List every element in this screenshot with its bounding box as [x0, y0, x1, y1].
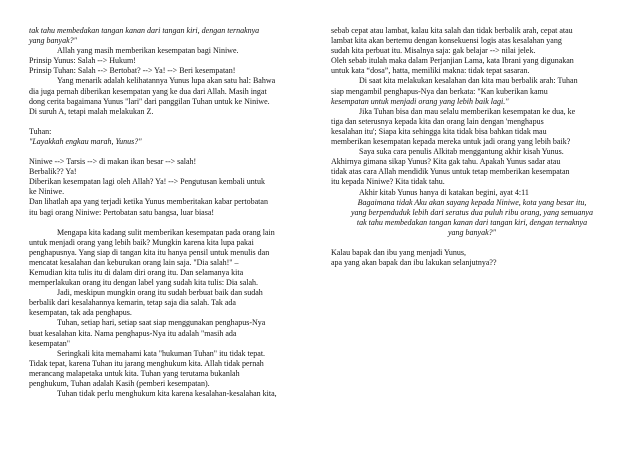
text-line: Tuhan, setiap hari, setiap saat siap menggunakan penghapus-Nya [57, 318, 266, 328]
text-line: ke Niniwe. [29, 187, 65, 197]
text-line: itu bagi orang Niniwe: Pertobatan satu bangsa, luar biasa! [29, 207, 215, 217]
text-line: Oleh sebab itulah maka dalam Perjanjian Lama, kata Ibrani yang digunakan [331, 56, 574, 66]
text-line: berbalik dari kesalahannya kemarin, tetap saja dia salah. Tak ada [29, 298, 236, 308]
quote-line: tak tahu membedakan tangan kanan dari tangan kiri, dengan ternaknya [356, 217, 588, 227]
text-line: "Layakkah engkau marah, Yunus?" [29, 136, 142, 146]
text-line: dong cerita bagaimana Yunus "lari" dari panggilan Tuhan untuk ke Niniwe. [29, 96, 270, 106]
text-line: penghukum, Tuhan adalah Kasih (pemberi kesempatan). [29, 379, 210, 388]
text-line: dia juga pernah diberikan kesempatan yang ke dua dari Allah. Masih ingat [29, 86, 267, 96]
text-line: siap mengambil penghapus-Nya dan berkata: "Kan kuberikan kamu [331, 86, 548, 96]
text-line: Jika Tuhan bisa dan mau selalu memberikan kesempatan ke dua, ke [359, 106, 576, 116]
text-line: Jadi, meskipun mungkin orang itu sudah berbuat baik dan sudah [57, 288, 263, 298]
text-line: tak tahu membedakan tangan kanan dari tangan kiri, dengan ternaknya [29, 26, 260, 35]
text-line: Prinsip Tuhan: Salah --> Bertobat? --> Ya! --> Beri kesempatan! [29, 66, 236, 76]
text-line: sebab cepat atau lambat, kalau kita salah dan tidak berbalik arah, cepat atau [331, 26, 573, 35]
text-line: Mengapa kita kadang sulit memberikan kesempatan pada orang lain [57, 227, 275, 237]
text-line: kesempatan untuk menjadi orang yang lebih baik lagi." [331, 96, 509, 106]
text-line: penghapusnya. Yang siap di tangan kita itu hanya pensil untuk menulis dan [29, 247, 270, 257]
text-line: kesempatan, tak ada penghapus. [29, 308, 132, 318]
quote-line: Bagaimana tidak Aku akan sayang kepada Niniwe, kota yang besar itu, [357, 197, 587, 207]
text-line: lambat kita akan bertemu dengan konsekuensi logis atas kesalahan yang [331, 36, 562, 46]
text-line: Yang menarik adalah kelihatannya Yunus lupa akan satu hal: Bahwa [57, 76, 276, 86]
text-line: Kemudian kita tulis itu di dalam diri orang itu. Dan selamanya kita [29, 267, 244, 277]
text-line: Niniwe --> Tarsis --> di makan ikan besar --> salah! [29, 157, 197, 167]
text-line: Dan lihatlah apa yang terjadi ketika Yunus memberitakan kabar pertobatan [29, 197, 268, 207]
text-line: tiga dan seterusnya kepada kita dan orang lain dengan 'menghapus [331, 116, 544, 126]
text-line: Di suruh A, tetapi malah melakukan Z. [29, 106, 154, 116]
text-line: Saya suka cara penulis Alkitab menggantung akhir kisah Yunus. [359, 147, 564, 157]
right-column [331, 26, 613, 268]
text-line: sudah kita perbuat itu. Misalnya saja: gak belajar --> nilai jelek. [331, 46, 536, 56]
text-line: Akhirnya gimana sikap Yunus? Kita gak tahu. Apakah Yunus sadar atau [331, 157, 561, 167]
text-line: Berbalik?? Ya! [29, 167, 77, 177]
text-line: Tidak tepat, karena Tuhan itu jarang menghukum kita. Allah tidak pernah [29, 358, 264, 368]
text-line: untuk kata “dosa”, hatta, memiliki makna: tidak tepat sasaran. [331, 66, 530, 76]
text-line: memberikan kesempatan kepada mereka untuk jadi orang yang lebih baik? [331, 137, 571, 147]
text-line: merancang malapetaka untuk kita. Tuhan yang terutama bukanlah [29, 368, 240, 378]
text-line: Allah yang masih memberikan kesempatan bagi Niniwe. [57, 46, 239, 56]
quote-line: yang banyak?" [447, 227, 496, 237]
text-line: mencatat kesalahan dan keburukan orang lain saja. "Dia salah!" – [29, 257, 239, 267]
text-line: Seringkali kita memahami kata "hukuman Tuhan" itu tidak tepat. [57, 348, 266, 358]
text-line: apa yang akan bapak dan ibu lakukan selanjutnya?? [331, 258, 497, 268]
paragraph-gap [331, 238, 613, 248]
text-line: Akhir kitab Yunus hanya di katakan begini, ayat 4:11 [359, 187, 529, 197]
paragraph-gap [29, 147, 308, 157]
text-line: kesalahan itu'; Siapa kita sehingga kita tidak bisa bahkan tidak mau [331, 126, 547, 136]
text-line: Tuhan: [29, 126, 52, 136]
paragraph-gap [29, 218, 308, 228]
text-line: kesempatan" [29, 338, 71, 348]
paragraph-gap [29, 117, 308, 127]
text-line: tidak atas cara Allah mendidik Yunus untuk tetap memberikan kesempatan [331, 167, 570, 177]
quote-line: yang berpenduduk lebih dari seratus dua puluh ribu orang, yang semuanya [351, 207, 593, 217]
text-line: yang banyak?" [29, 36, 78, 46]
text-line: itu kepada Niniwe? Kita tidak tahu. [331, 177, 445, 187]
text-line: Kalau bapak dan ibu yang menjadi Yunus, [331, 247, 467, 257]
text-line: Di saat kita melakukan kesalahan dan kita mau berbalik arah: Tuhan [359, 76, 578, 86]
text-line: Diberikan kesempatan lagi oleh Allah? Ya! --> Pengutusan kembali untuk [29, 177, 266, 187]
text-line: memperlakukan orang itu dengan label yang sudah kita tulis: Dia salah. [29, 278, 259, 288]
text-line: buat kesalahan kita. Nama penghapus-Nya itu adalah "masih ada [29, 328, 237, 338]
text-line: untuk menjadi orang yang lebih baik? Mungkin karena kita lupa pakai [29, 237, 254, 247]
left-column [29, 26, 308, 399]
text-line: Prinsip Yunus: Salah --> Hukum! [29, 56, 136, 66]
text-line: Tuhan tidak perlu menghukum kita karena kesalahan-kesalahan kita, [57, 389, 277, 399]
